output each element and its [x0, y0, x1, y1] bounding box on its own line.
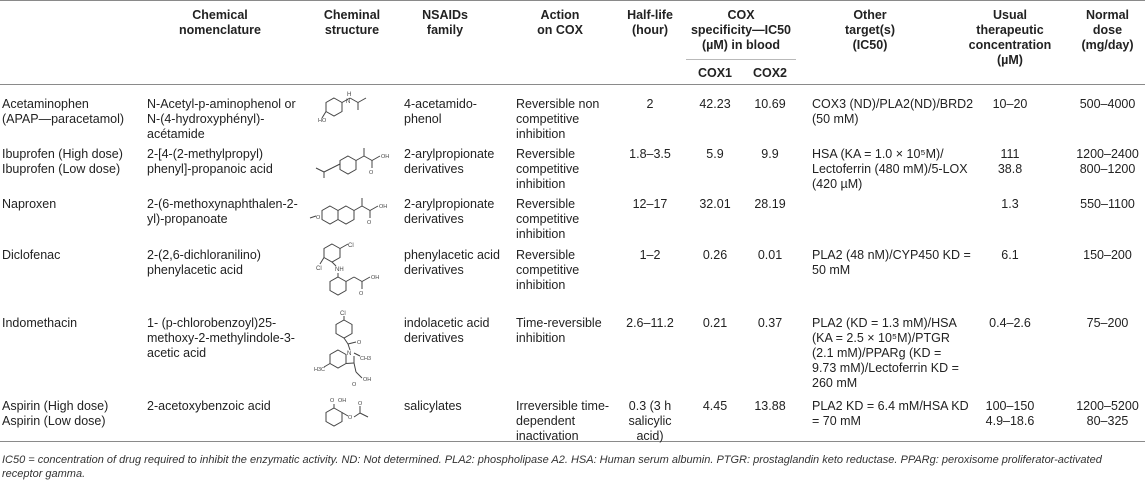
cell-halflife: 1–2	[639, 248, 661, 262]
svg-text:CH3: CH3	[360, 356, 372, 362]
cell-other-targets: PLA2 (KD = 1.3 mM)/HSA (KA = 2.5 × 10⁵M)/PTGR (2.1 mM)/PPARg (KD = 9.73 mM)/Lectoferrin KD = 260 mM	[812, 316, 959, 390]
cell-therapeutic: 1.3	[1001, 197, 1019, 211]
svg-text:O: O	[367, 220, 372, 226]
naproxen-structure-icon	[306, 190, 396, 230]
svg-text:O: O	[359, 291, 364, 297]
cell-halflife: 1.8–3.5	[629, 147, 671, 161]
cell-family: 2-arylpropionate derivatives	[404, 197, 495, 226]
cell-action: Reversible non competitive inhibition	[516, 97, 600, 141]
svg-text:OH: OH	[338, 398, 347, 404]
ibuprofen-structure-icon	[314, 142, 394, 180]
cell-nomenclature: N-Acetyl-p-aminophenol or N-(4-hydroxyphényl)- acétamide	[147, 97, 296, 141]
cell-dose: 1200–5200 80–325	[1076, 399, 1139, 428]
cell-cox1: 4.45	[702, 399, 728, 413]
cell-drug: Diclofenac	[2, 248, 61, 262]
cell-other-targets: COX3 (ND)/PLA2(ND)/BRD2 (50 mM)	[812, 97, 974, 126]
cell-cox2: 10.69	[754, 97, 786, 111]
cell-action: Reversible competitive inhibition	[516, 197, 580, 241]
svg-text:N: N	[347, 351, 352, 357]
cell-cox1: 32.01	[699, 197, 731, 211]
header-action: Action on COX	[537, 8, 583, 37]
cell-nomenclature: 2-(2,6-dichloranilino) phenylacetic acid	[147, 248, 261, 277]
cell-drug: Aspirin (High dose) Aspirin (Low dose)	[2, 399, 109, 428]
cell-action: Irreversible time- dependent inactivation	[516, 399, 610, 443]
cell-drug: Indomethacin	[2, 316, 78, 330]
aspirin-structure-icon	[318, 396, 378, 436]
cell-nomenclature: 2-[4-(2-methylpropyl) phenyl]-propanoic acid	[147, 147, 273, 176]
cell-other-targets: PLA2 KD = 6.4 mM/HSA KD = 70 mM	[812, 399, 969, 428]
cell-dose: 500–4000	[1079, 97, 1136, 111]
svg-text:O: O	[357, 340, 362, 346]
svg-text:Cl: Cl	[316, 266, 322, 272]
cell-drug: Ibuprofen (High dose) Ibuprofen (Low dose)	[2, 147, 123, 176]
header-cox-specificity: COX specificity—IC50 (µM) in blood	[690, 8, 792, 52]
cell-halflife: 2.6–11.2	[626, 316, 674, 330]
cell-therapeutic: 0.4–2.6	[989, 316, 1031, 330]
svg-text:H: H	[347, 92, 352, 98]
cell-family: 4-acetamido- phenol	[404, 97, 477, 126]
header-nomenclature: Chemical nomenclature	[179, 8, 261, 37]
cell-therapeutic: 10–20	[992, 97, 1028, 111]
svg-text:OH: OH	[363, 377, 372, 383]
table-footnote: IC50 = concentration of drug required to inhibit the enzymatic activity. ND: Not determined. PLA2: phospholipase A2. HSA: Human serum albumin. PTGR: prostaglandin keto reductase. PPARg: peroxisome proliferator-activated receptor gamma.	[2, 454, 1102, 480]
cell-dose: 550–1100	[1080, 197, 1135, 211]
cell-action: Reversible competitive inhibition	[516, 248, 580, 292]
svg-text:Cl: Cl	[340, 311, 346, 317]
cell-nomenclature: 1- (p-chlorobenzoyl)25- methoxy-2-methylindole-3- acetic acid	[147, 316, 295, 360]
header-cox1: COX1	[697, 66, 733, 80]
svg-text:O: O	[369, 170, 374, 176]
svg-text:O: O	[348, 415, 353, 421]
header-structure: Cheminal structure	[323, 8, 381, 37]
cell-halflife: 0.3 (3 h salicylic acid)	[628, 399, 672, 443]
cell-drug: Acetaminophen (APAP—paracetamol)	[2, 97, 125, 126]
header-other-targets: Other target(s) (IC50)	[844, 8, 895, 52]
svg-text:HO: HO	[318, 118, 327, 124]
svg-text:OH: OH	[381, 154, 390, 160]
cell-cox2: 0.01	[757, 248, 783, 262]
cell-cox2: 9.9	[761, 147, 779, 161]
cell-dose: 150–200	[1083, 248, 1132, 262]
cell-family: salicylates	[404, 399, 462, 413]
cell-cox2: 28.19	[754, 197, 786, 211]
header-family: NSAIDs family	[422, 8, 468, 37]
cell-other-targets: HSA (KA = 1.0 × 10⁵M)/ Lectoferrin (480 mM)/5-LOX (420 µM)	[812, 147, 968, 191]
cell-therapeutic: 100–150 4.9–18.6	[985, 399, 1035, 428]
svg-text:O: O	[316, 215, 321, 221]
cell-cox1: 5.9	[706, 147, 724, 161]
diclofenac-structure-icon	[316, 240, 386, 302]
cox-group-rule	[686, 59, 796, 60]
cell-therapeutic: 6.1	[1001, 248, 1019, 262]
cell-family: phenylacetic acid derivatives	[404, 248, 500, 277]
cell-cox1: 0.21	[702, 316, 728, 330]
cell-cox2: 0.37	[757, 316, 783, 330]
cell-drug: Naproxen	[2, 197, 57, 211]
header-dose: Normal dose (mg/day)	[1081, 8, 1134, 52]
svg-text:OH: OH	[379, 204, 388, 210]
header-therapeutic: Usual therapeutic concentration (µM)	[968, 8, 1052, 67]
header-halflife: Half-life (hour)	[627, 8, 673, 37]
cell-therapeutic: 111 38.8	[997, 147, 1023, 176]
svg-text:O: O	[330, 398, 335, 404]
cell-dose: 75–200	[1086, 316, 1129, 330]
acetaminophen-structure-icon	[318, 88, 388, 126]
cell-action: Time-reversible inhibition	[516, 316, 602, 345]
cell-dose: 1200–2400 800–1200	[1076, 147, 1139, 176]
indomethacin-structure-icon	[314, 306, 390, 390]
svg-text:OH: OH	[371, 275, 380, 281]
cell-cox1: 0.26	[702, 248, 728, 262]
svg-text:Cl: Cl	[348, 243, 354, 249]
svg-text:O: O	[358, 401, 363, 407]
svg-text:N: N	[346, 99, 351, 105]
cell-halflife: 2	[646, 97, 654, 111]
table-top-rule	[0, 0, 1145, 1]
cell-halflife: 12–17	[632, 197, 668, 211]
cell-nomenclature: 2-(6-methoxynaphthalen-2- yl)-propanoate	[147, 197, 298, 226]
cell-nomenclature: 2-acetoxybenzoic acid	[147, 399, 271, 413]
cell-family: indolacetic acid derivatives	[404, 316, 490, 345]
cell-family: 2-arylpropionate derivatives	[404, 147, 495, 176]
cell-action: Reversible competitive inhibition	[516, 147, 580, 191]
cell-other-targets: PLA2 (48 nM)/CYP450 KD = 50 mM	[812, 248, 971, 277]
cell-cox1: 42.23	[699, 97, 731, 111]
cell-cox2: 13.88	[754, 399, 786, 413]
svg-text:H3C: H3C	[314, 367, 326, 373]
header-cox2: COX2	[752, 66, 788, 80]
svg-text:O: O	[352, 382, 357, 388]
header-bottom-rule	[0, 84, 1145, 85]
svg-text:NH: NH	[335, 267, 344, 273]
